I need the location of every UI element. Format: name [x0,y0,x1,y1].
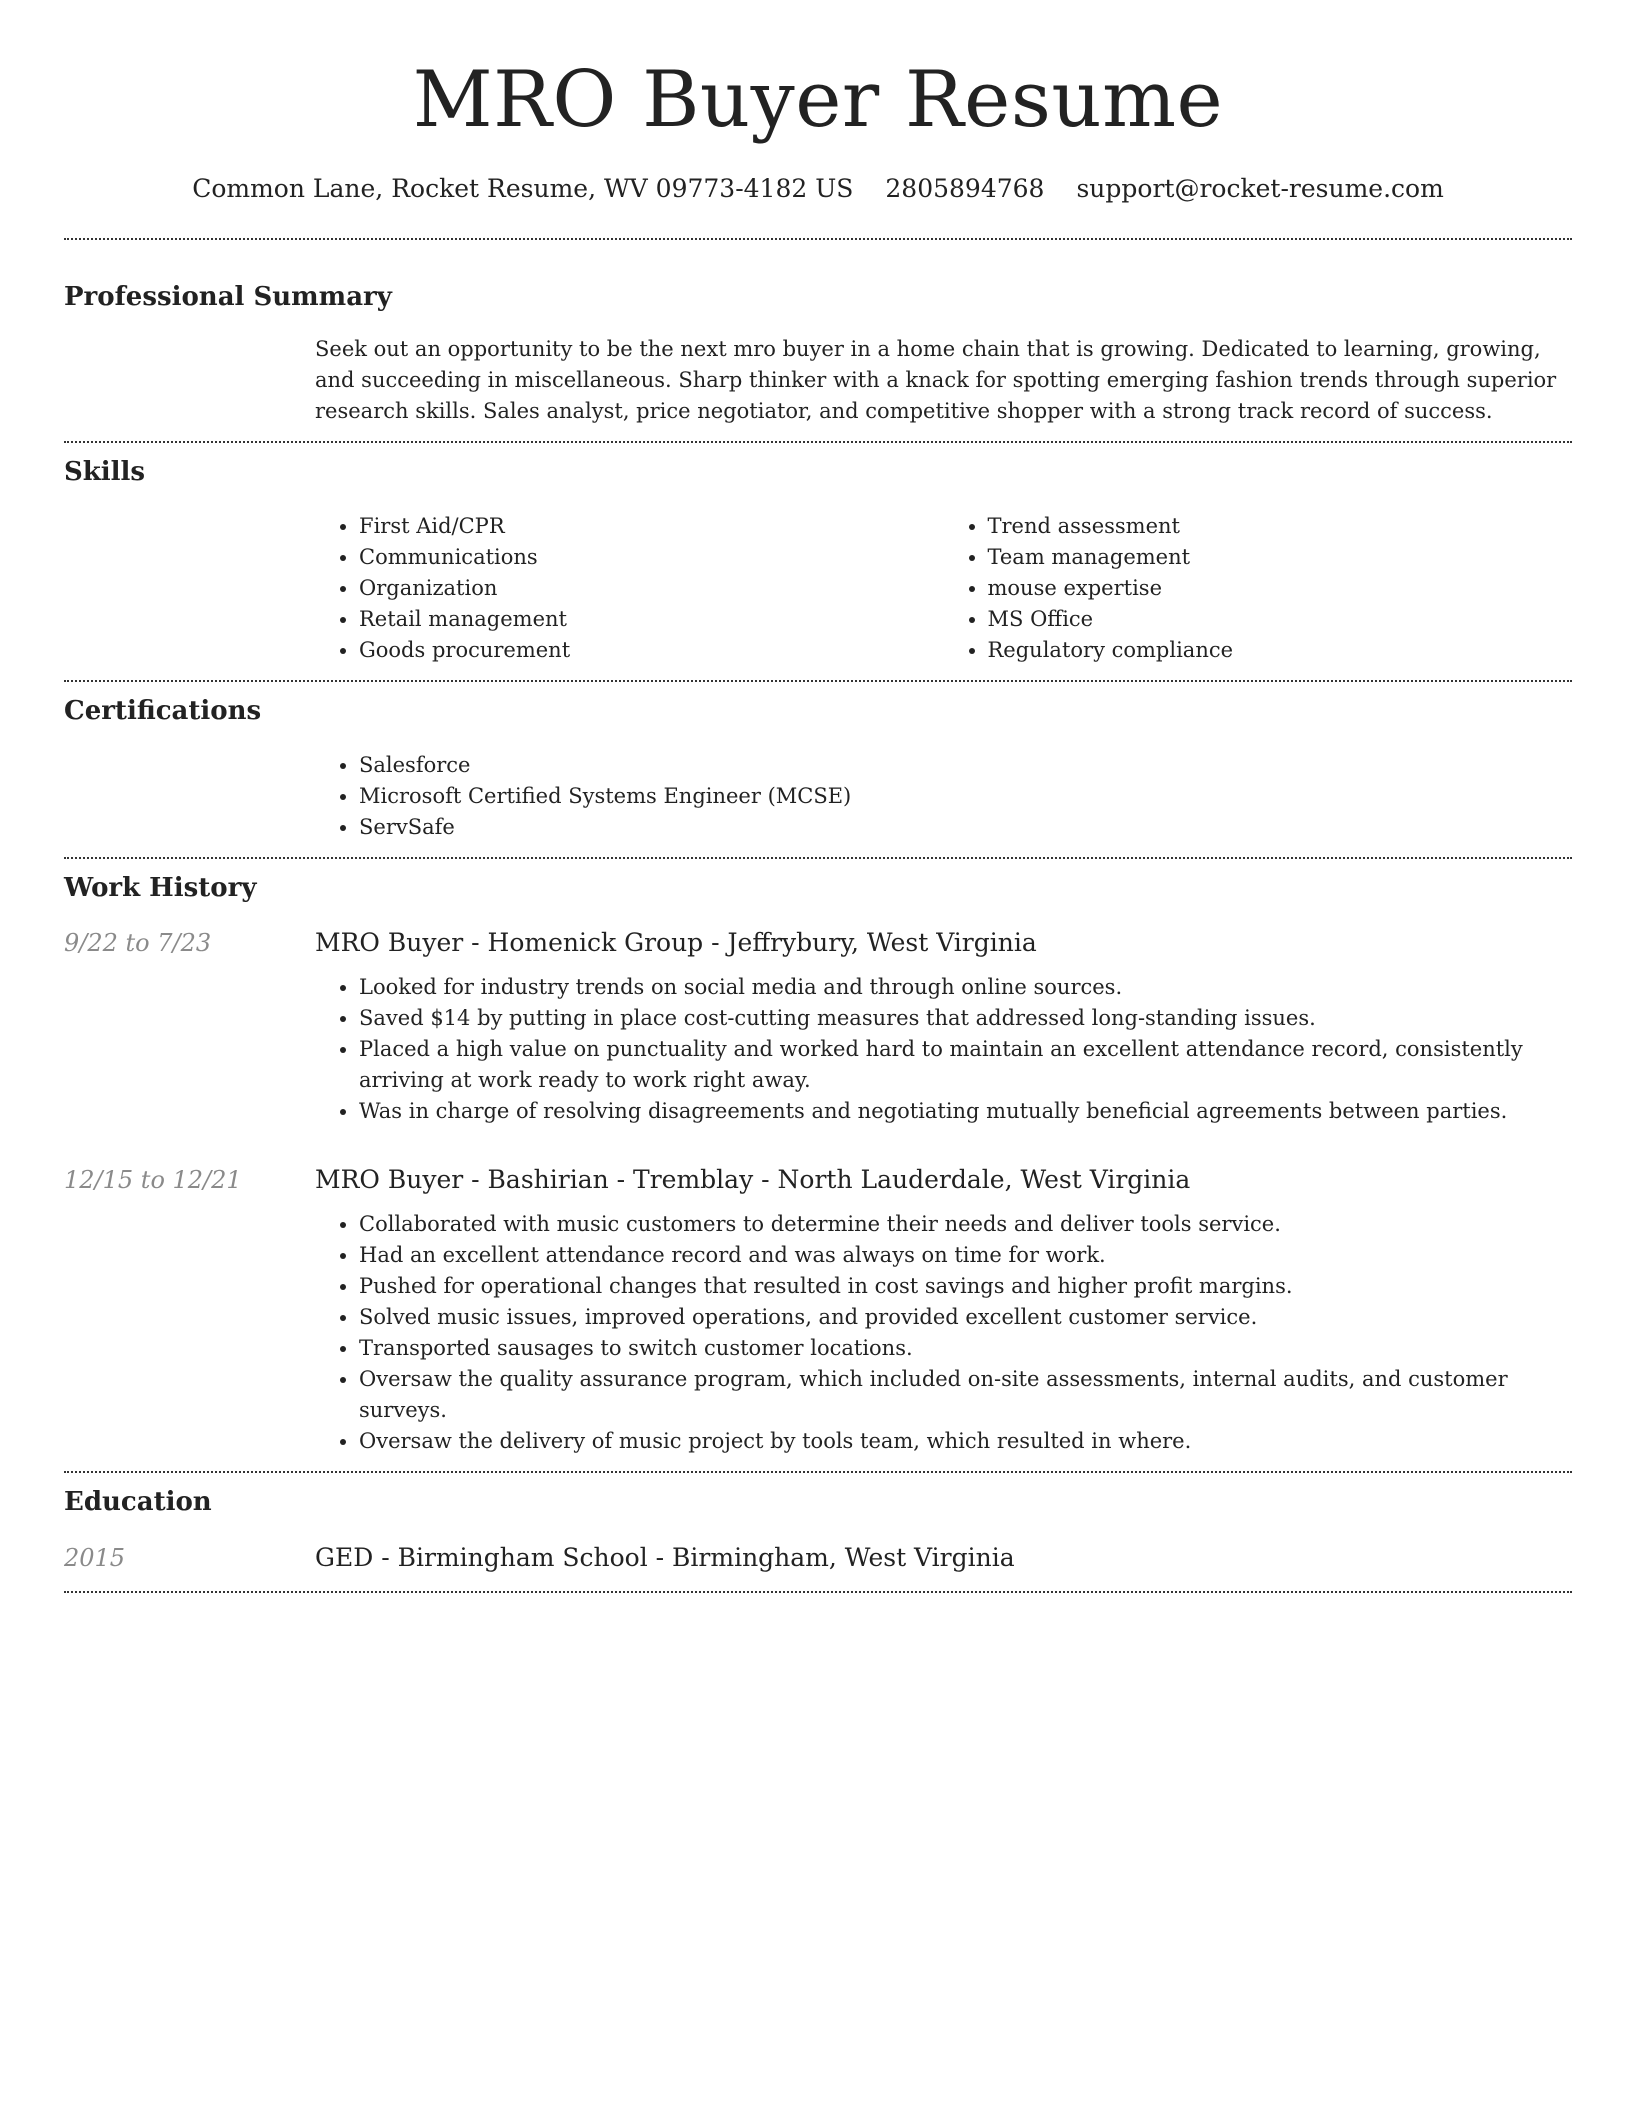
summary-section [64,240,1572,441]
contact-line [64,172,1572,206]
job-bullet: • Oversaw the quality assurance program, which included on-site assessments, internal audits, and customer surveys. [359,1364,1572,1426]
job-entry [64,1163,1572,1457]
certification-item: • Microsoft Certified Systems Engineer (MCSE) [359,781,1572,812]
skill-item: • mouse expertise [988,573,1573,604]
job-title: MRO Buyer - Bashirian - Tremblay - North Lauderdale, West Virginia [315,1165,1191,1194]
job-bullet: • Oversaw the delivery of music project by tools team, which resulted in where. [359,1426,1572,1457]
skills-section [64,443,1572,680]
section-divider [64,1591,1572,1593]
skills-heading: Skills [64,457,146,487]
certifications-list [315,750,1572,843]
skills-list-left [315,511,944,666]
job-bullet: • Pushed for operational changes that resulted in cost savings and higher profit margins. [359,1271,1572,1302]
skill-item: • Goods procurement [359,635,944,666]
job-entry [64,926,1572,1127]
job-bullet: • Was in charge of resolving disagreements and negotiating mutually beneficial agreements between parties. [359,1096,1572,1127]
certifications-section [64,682,1572,857]
summary-text: Seek out an opportunity to be the next mro buyer in a home chain that is growing. Dedicated to learning, growing, and succeeding in miscellaneous. Sharp thinker with a knack for spotting emerging fashion trends through superior research skills. Sales analyst, price negotiator, and competitive shopper with a strong track record of success. [315,337,1557,423]
contact-phone: 2805894768 [885,174,1045,203]
resume-page [64,0,1572,1593]
skill-item: • Team management [988,542,1573,573]
resume-title: MRO Buyer Resume [412,55,1224,145]
job-bullet: • Collaborated with music customers to determine their needs and deliver tools service. [359,1209,1572,1240]
job-bullets [315,972,1572,1127]
job-bullet: • Looked for industry trends on social media and through online sources. [359,972,1572,1003]
education-title: GED - Birmingham School - Birmingham, West Virginia [315,1543,1015,1572]
education-section [64,1473,1572,1591]
job-bullet: • Placed a high value on punctuality and worked hard to maintain an excellent attendance record, consistently arriving at work ready to work right away. [359,1034,1572,1096]
skill-item: • Retail management [359,604,944,635]
job-title: MRO Buyer - Homenick Group - Jeffrybury, West Virginia [315,928,1037,957]
job-bullet: • Had an excellent attendance record and was always on time for work. [359,1240,1572,1271]
certifications-heading: Certifications [64,696,262,726]
skill-item: • MS Office [988,604,1573,635]
job-bullets [315,1209,1572,1457]
contact-address: Common Lane, Rocket Resume, WV 09773-4182 US [192,174,854,203]
certification-item: • ServSafe [359,812,1572,843]
job-bullet: • Solved music issues, improved operations, and provided excellent customer service. [359,1302,1572,1333]
education-dates: 2015 [64,1544,126,1572]
job-dates: 12/15 to 12/21 [64,1166,242,1194]
education-entry [64,1541,1572,1575]
skill-item: • Regulatory compliance [988,635,1573,666]
certification-item: • Salesforce [359,750,1572,781]
skill-item: • Communications [359,542,944,573]
job-bullet: • Saved $14 by putting in place cost-cutting measures that addressed long-standing issues. [359,1003,1572,1034]
contact-email: support@rocket-resume.com [1076,174,1444,203]
skill-item: • First Aid/CPR [359,511,944,542]
education-heading: Education [64,1487,212,1517]
skill-item: • Trend assessment [988,511,1573,542]
job-bullet: • Transported sausages to switch customer locations. [359,1333,1572,1364]
skill-item: • Organization [359,573,944,604]
summary-heading: Professional Summary [64,282,392,312]
job-dates: 9/22 to 7/23 [64,929,212,957]
work-history-heading: Work History [64,873,257,903]
work-history-section [64,859,1572,1471]
skills-list-right [944,511,1573,666]
